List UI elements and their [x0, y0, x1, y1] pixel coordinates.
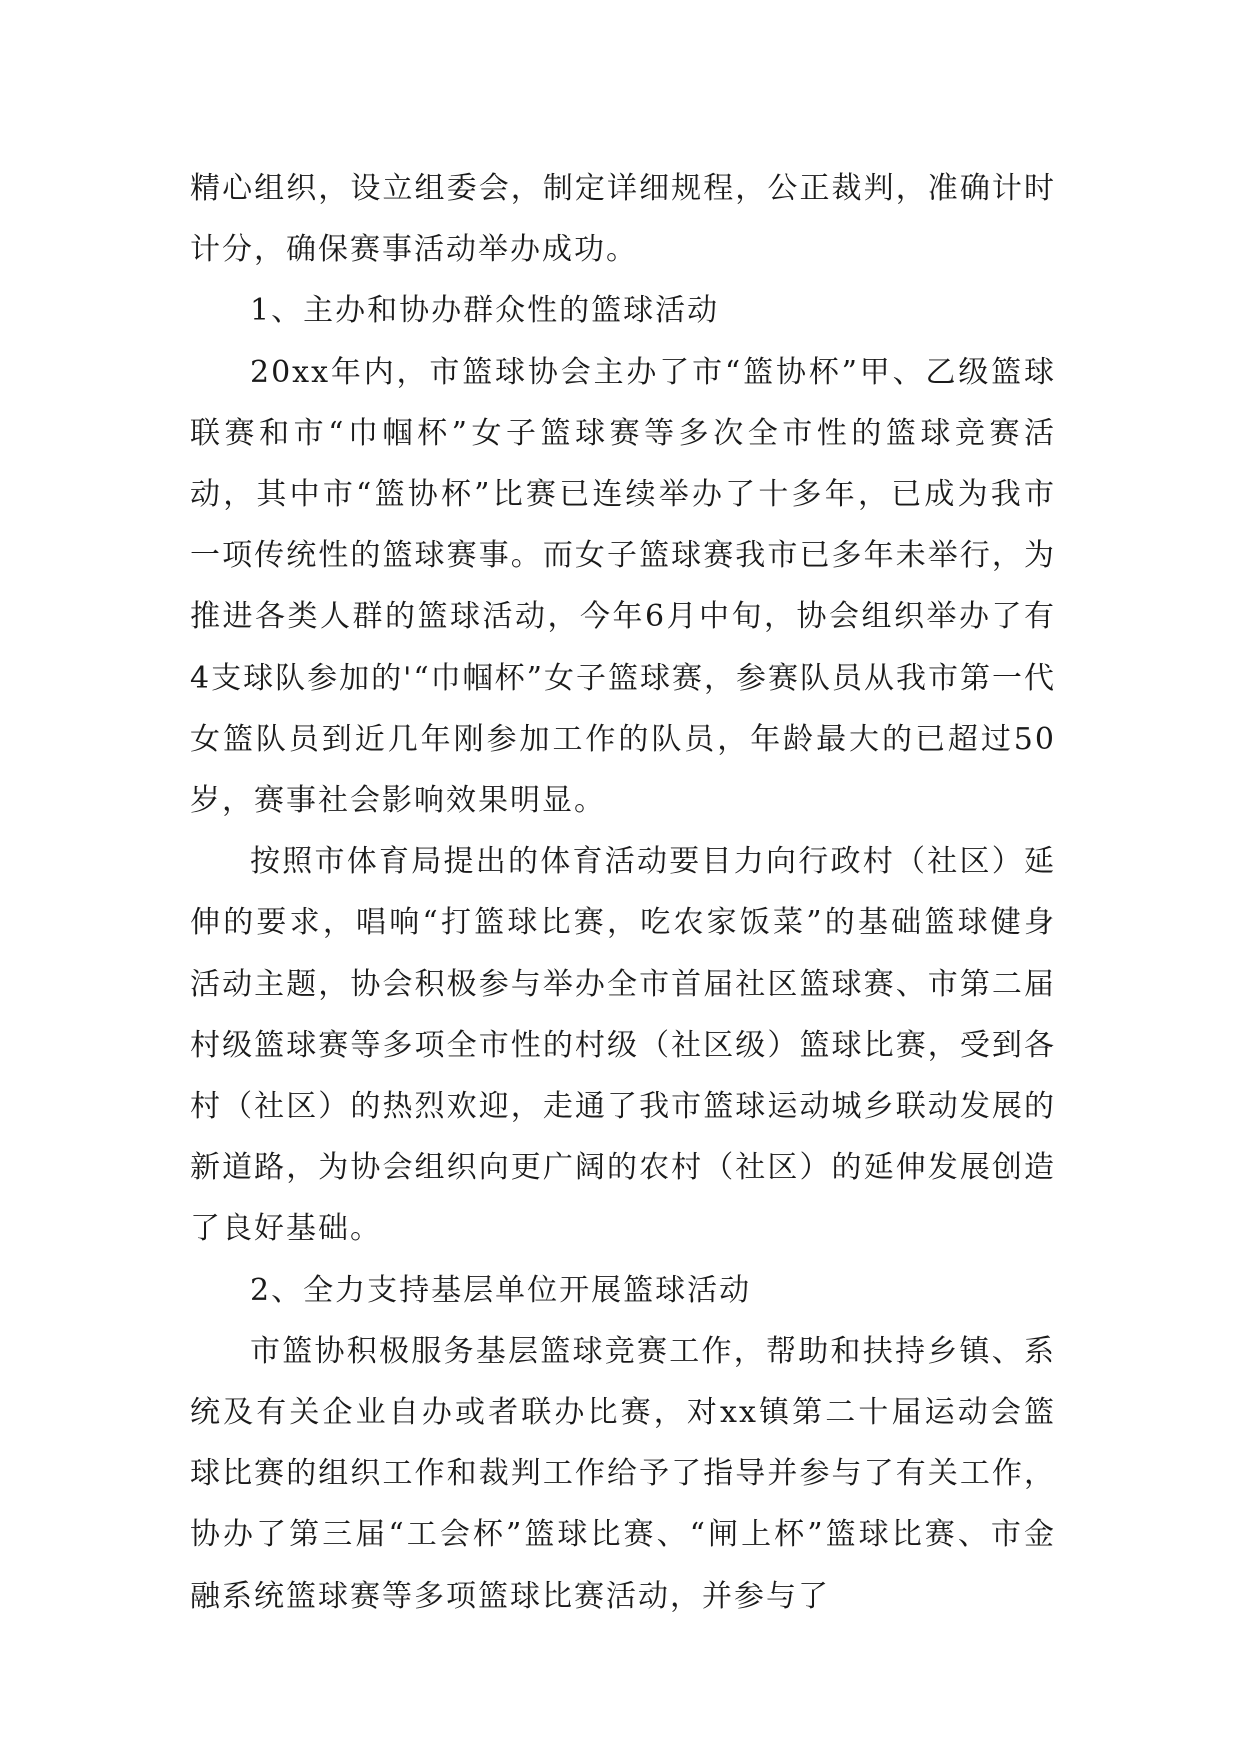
section-heading-1: 1、主办和协办群众性的篮球活动	[250, 293, 720, 329]
paragraph-section-1-leagues: 20xx年内，市篮球协会主办了市“篮协杯”甲、乙级篮球联赛和市“巾帼杯”女子篮球赛等多次全市性的篮球竞赛活动，其中市“篮协杯”比赛已连续举办了十多年，已成为我市一项传统性的篮球赛事。而女子篮球赛我市已多年未举行，为推进各类人群的篮球活动，今年6月中旬，协会组织举办了有4支球队参加的'“巾帼杯”女子篮球赛，参赛队员从我市第一代女篮队员到近几年刚参加工作的队员，年龄最大的已超过50岁，赛事社会影响效果明显。	[190, 354, 1057, 819]
document-body	[190, 158, 1056, 1627]
section-heading-2: 2、全力支持基层单位开展篮球活动	[250, 1272, 752, 1308]
paragraph-section-2-support: 市篮协积极服务基层篮球竞赛工作，帮助和扶持乡镇、系统及有关企业自办或者联办比赛，对xx镇第二十届运动会篮球比赛的组织工作和裁判工作给予了指导并参与了有关工作，协办了第三届“工会杯”篮球比赛、“闸上杯”篮球比赛、市金融系统篮球赛等多项篮球比赛活动，并参与了	[190, 1333, 1056, 1614]
paragraph-intro: 精心组织，设立组委会，制定详细规程，公正裁判，准确计时计分，确保赛事活动举办成功。	[190, 171, 1056, 268]
paragraph-section-1-village: 按照市体育局提出的体育活动要目力向行政村（社区）延伸的要求，唱响“打篮球比赛，吃农家饭菜”的基础篮球健身活动主题，协会积极参与举办全市首届社区篮球赛、市第二届村级篮球赛等多项全市性的村级（社区级）篮球比赛，受到各村（社区）的热烈欢迎，走通了我市篮球运动城乡联动发展的新道路，为协会组织向更广阔的农村（社区）的延伸发展创造了良好基础。	[190, 844, 1056, 1247]
